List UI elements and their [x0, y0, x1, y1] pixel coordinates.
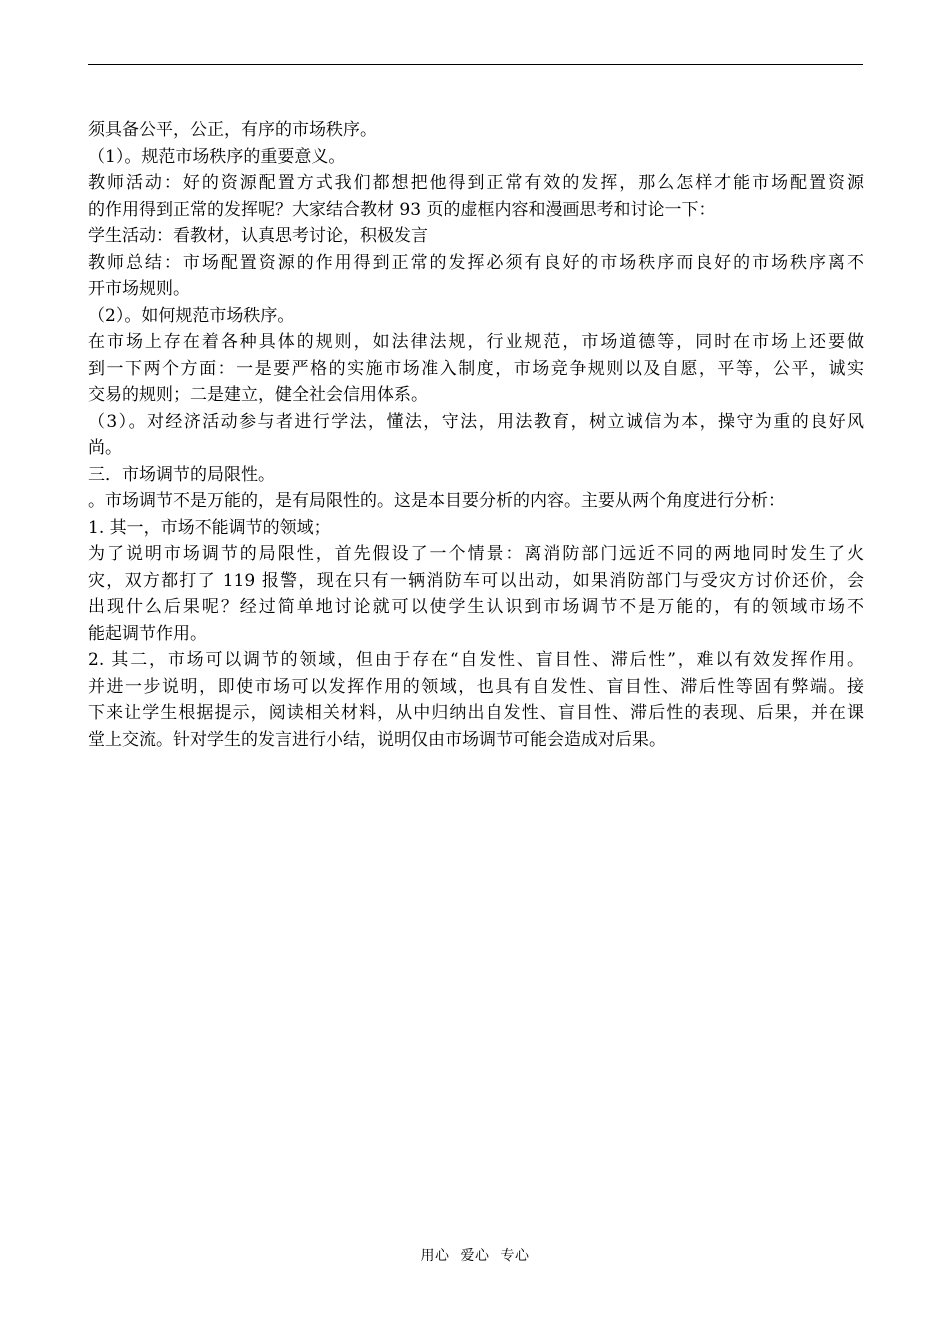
text-line: 。市场调节不是万能的，是有局限性的。这是本目要分析的内容。主要从两个角度进行分析： [88, 491, 785, 511]
text-line: 1. 其一，市场不能调节的领域； [88, 517, 331, 538]
text-line: 开市场规则。 [88, 279, 190, 299]
text-line: （1）。规范市场秩序的重要意义。 [88, 146, 346, 167]
text-line: 为了说明市场调节的局限性，首先假设了一个情景：离消防部门远近不同的两地同时发生了火 [88, 544, 864, 564]
text-line: 灾，双方都打了 119 报警，现在只有一辆消防车可以出动，如果消防部门与受灾方讨价还价，会 [88, 570, 864, 591]
text-line: 能起调节作用。 [88, 623, 207, 644]
document-body [88, 117, 864, 753]
text-line: 教师总结：市场配置资源的作用得到正常的发挥必须有良好的市场秩序而良好的市场秩序离不 [88, 252, 864, 273]
text-line: 三．市场调节的局限性。 [88, 464, 275, 485]
text-line: 教师活动：好的资源配置方式我们都想把他得到正常有效的发挥，那么怎样才能市场配置资源 [88, 173, 864, 193]
text-line: 堂上交流。针对学生的发言进行小结，说明仅由市场调节可能会造成对后果。 [88, 729, 666, 750]
text-line: 2. 其二，市场可以调节的领域，但由于存在“自发性、盲目性、滞后性”，难以有效发挥作用。 [88, 650, 864, 670]
text-line: 尚。 [88, 438, 122, 458]
text-line: 在市场上存在着各种具体的规则，如法律法规，行业规范，市场道德等，同时在市场上还要做 [88, 332, 864, 352]
text-line: 学生活动：看教材，认真思考讨论，积极发言 [88, 226, 428, 246]
text-line: （3）。对经济活动参与者进行学法，懂法，守法，用法教育，树立诚信为本，操守为重的良好风 [88, 411, 864, 432]
page-footer: 用心 爱心 专心 [420, 1248, 530, 1264]
text-line: 出现什么后果呢？经过简单地讨论就可以使学生认识到市场调节不是万能的，有的领域市场不 [88, 597, 864, 617]
text-line: （2）。如何规范市场秩序。 [88, 305, 295, 326]
header-rule [88, 64, 863, 65]
text-line: 的作用得到正常的发挥呢？大家结合教材 93 页的虚框内容和漫画思考和讨论一下： [88, 199, 716, 220]
text-line: 须具备公平，公正，有序的市场秩序。 [88, 120, 377, 140]
text-line: 交易的规则；二是建立，健全社会信用体系。 [88, 385, 428, 405]
text-line: 下来让学生根据提示，阅读相关材料，从中归纳出自发性、盲目性、滞后性的表现、后果，并在课 [88, 703, 864, 723]
text-line: 并进一步说明，即使市场可以发挥作用的领域，也具有自发性、盲目性、滞后性等固有弊端。接 [88, 676, 864, 697]
text-line: 到一下两个方面：一是要严格的实施市场准入制度，市场竞争规则以及自愿，平等，公平，诚实 [88, 358, 864, 379]
